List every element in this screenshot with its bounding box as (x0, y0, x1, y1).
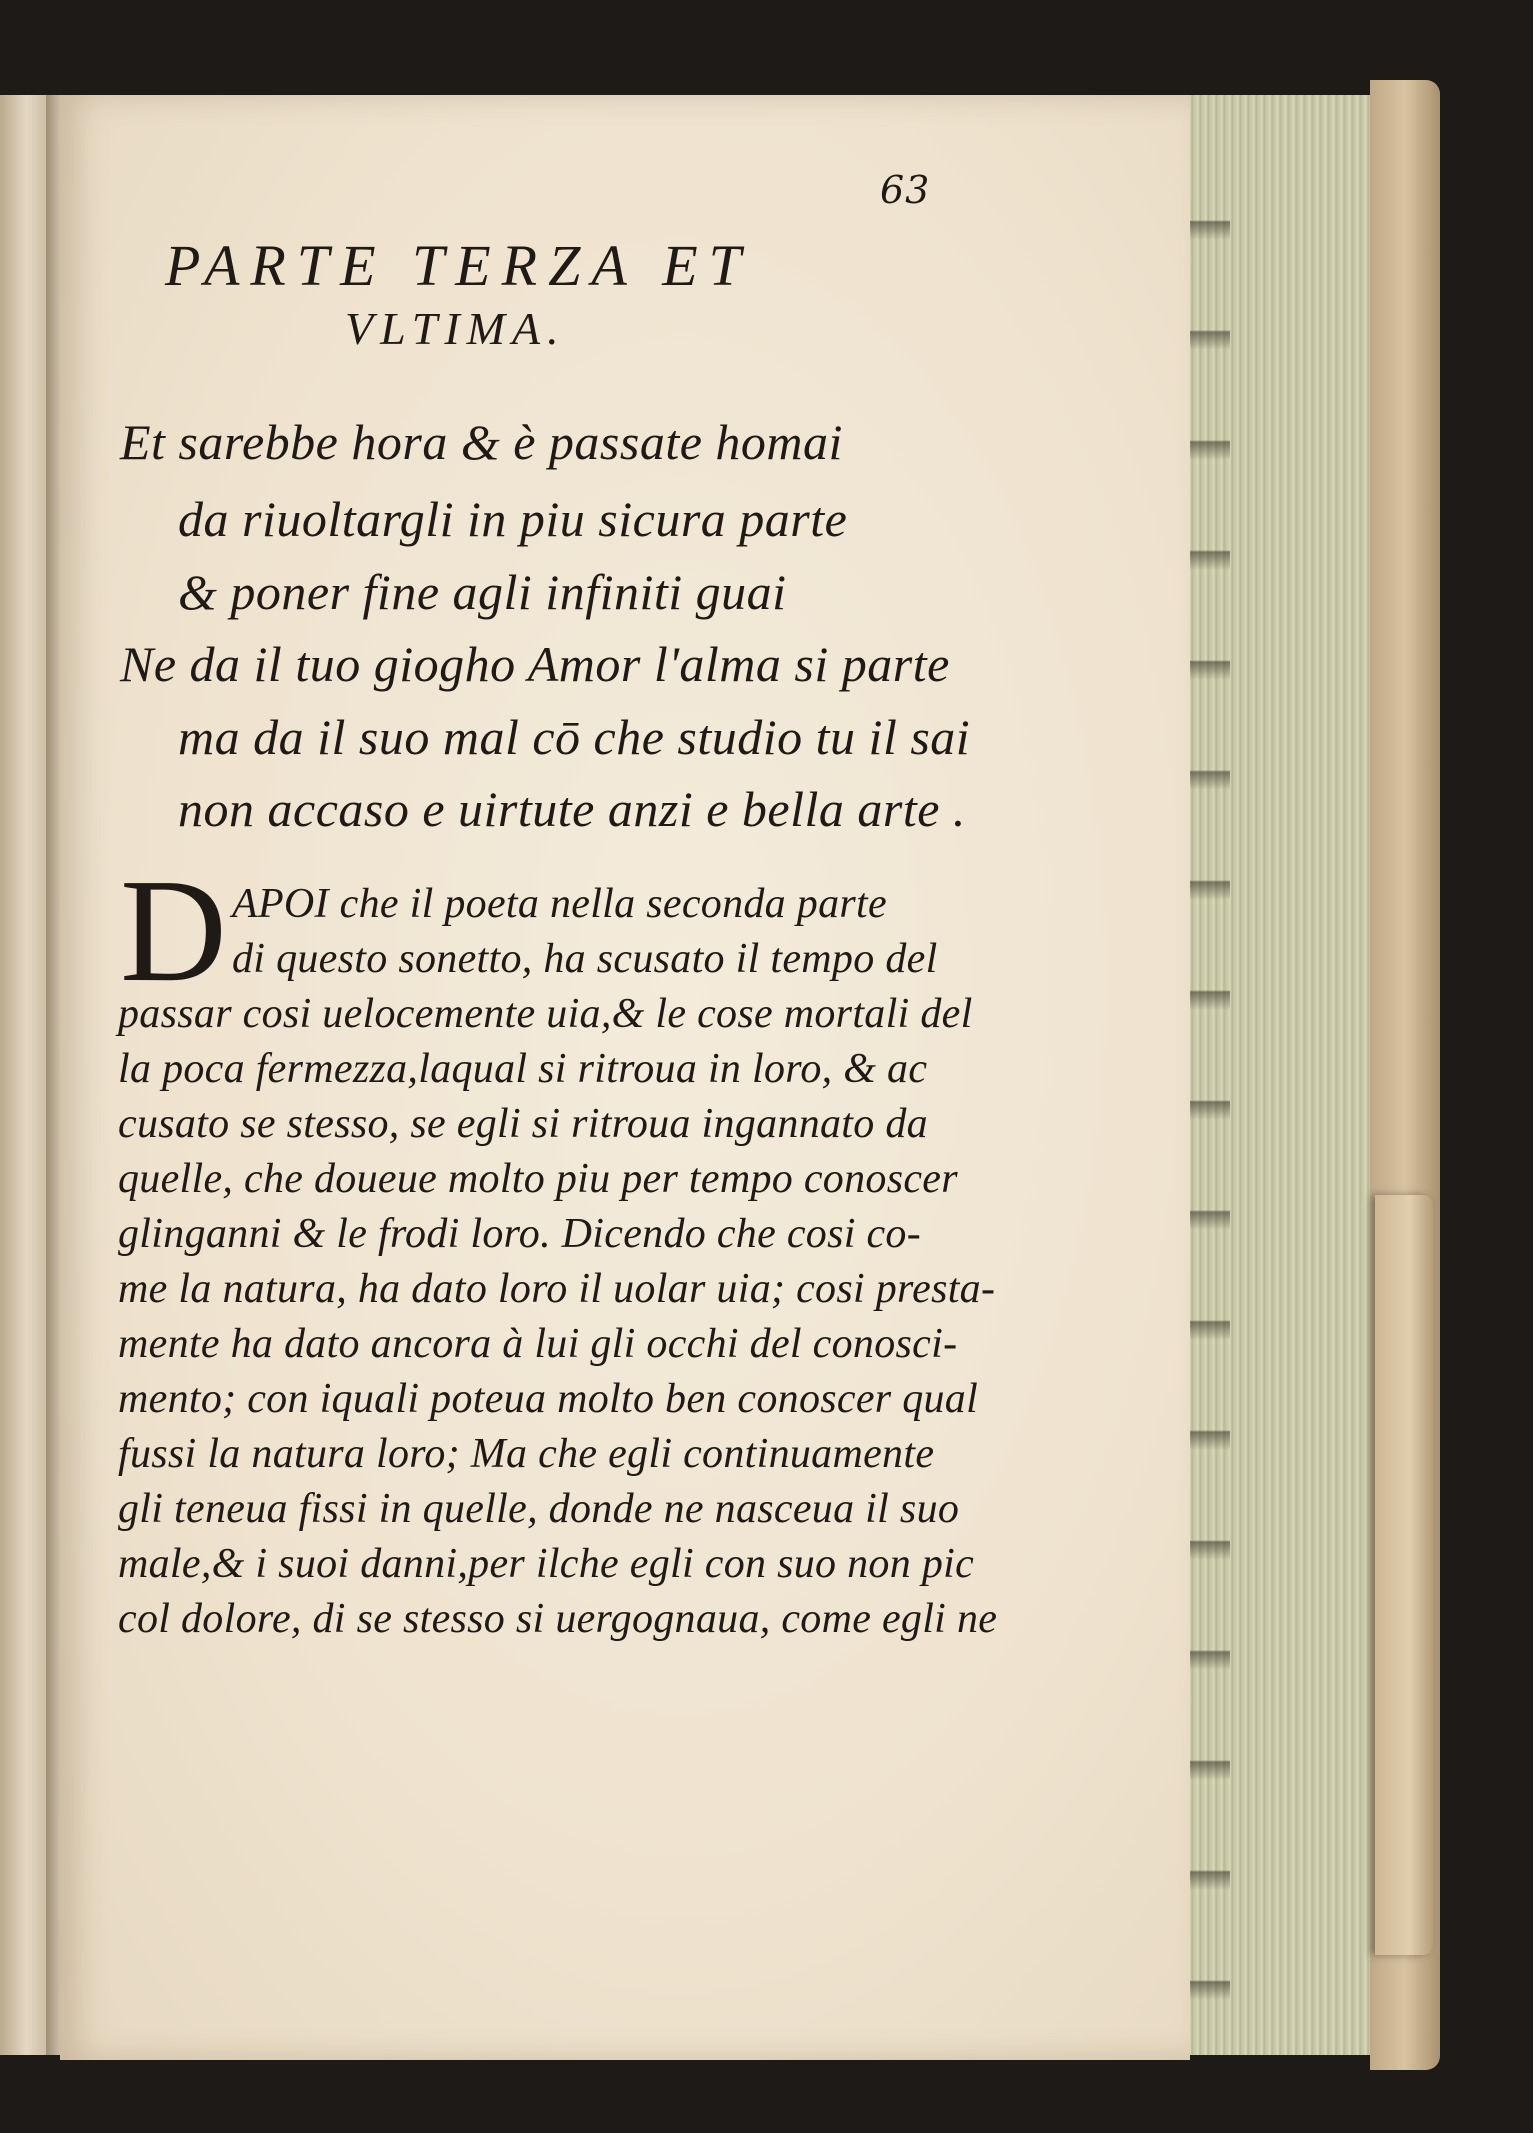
prose-line: fussi la natura loro; Ma che egli continuamente (118, 1431, 935, 1477)
verse-line-1: Et sarebbe hora & è passate homai (120, 414, 843, 470)
prose-line: di questo sonetto, ha scusato il tempo del (232, 936, 938, 982)
verse-line-4: Ne da il tuo giogho Amor l'alma si parte (120, 636, 950, 692)
verse-line-6: non accaso e uirtute anzi e bella arte . (178, 781, 966, 837)
prose-line: mento; con iquali poteua molto ben conoscer qual (118, 1376, 979, 1422)
prose-line: me la natura, ha dato loro il uolar uia; cosi presta- (118, 1266, 996, 1312)
verse-line-3: & poner fine agli infiniti guai (178, 564, 787, 620)
prose-line: la poca fermezza,laqual si ritroua in loro, & ac (118, 1046, 928, 1092)
prose-line: gli teneua fissi in quelle, donde ne nasceua il suo (118, 1486, 960, 1532)
prose-line: cusato se stesso, se egli si ritroua ingannato da (118, 1101, 928, 1147)
prose-line: col dolore, di se stesso si uergognaua, come egli ne (118, 1596, 998, 1642)
prose-line: APOI che il poeta nella seconda parte (232, 881, 887, 927)
prose-line: mente ha dato ancora à lui gli occhi del conosci- (118, 1321, 958, 1367)
section-heading-line-1: PARTE TERZA ET (165, 233, 752, 298)
drop-cap: D (120, 849, 227, 1013)
prose-line: quelle, che doueue molto piu per tempo conoscer (118, 1156, 958, 1202)
page-number: 63 (880, 168, 931, 212)
verse-line-5: ma da il suo mal cō che studio tu il sai (178, 709, 971, 765)
verse-line-2: da riuoltargli in piu sicura parte (178, 491, 848, 547)
prose-line: male,& i suoi danni,per ilche egli con suo non pic (118, 1541, 975, 1587)
section-heading-line-2: VLTIMA. (345, 303, 566, 354)
prose-line: glinganni & le frodi loro. Dicendo che cosi co- (118, 1211, 922, 1257)
prose-line: passar cosi uelocemente uia,& le cose mortali del (118, 991, 973, 1037)
